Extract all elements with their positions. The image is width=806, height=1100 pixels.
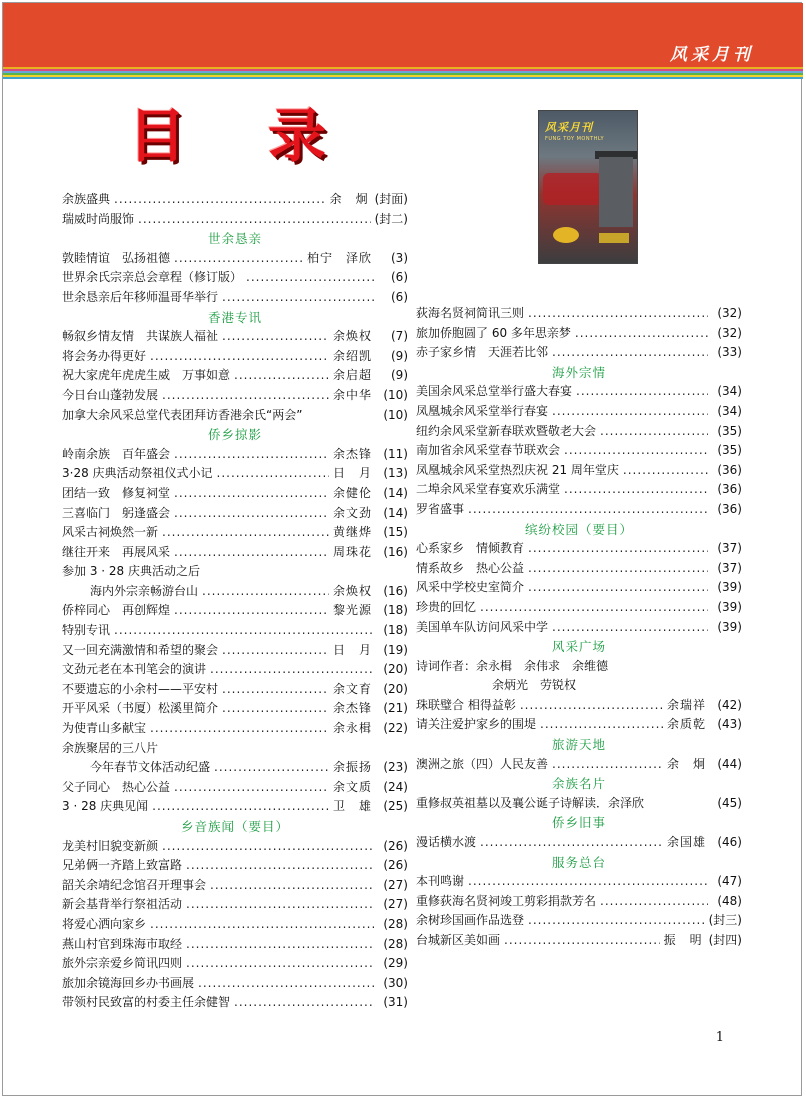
dot-leader [480, 833, 663, 853]
dot-leader [214, 758, 329, 778]
toc-entry[interactable] [62, 484, 408, 504]
entry-title: 请关注爱护家乡的围堤 [416, 717, 537, 732]
magazine-name: 风采月刊 [670, 45, 754, 65]
toc-entry[interactable] [416, 696, 742, 716]
entry-page: (18) [383, 623, 408, 638]
entry-author: 余启超 [332, 368, 372, 383]
toc-entry[interactable] [62, 445, 408, 465]
entry-author: 日 月 [332, 642, 372, 657]
entry-author: 黎光源 [332, 603, 372, 618]
page-number: 1 [715, 1030, 724, 1045]
toc-entry[interactable] [416, 304, 742, 324]
entry-title: 三喜临门 躬逢盛会 [62, 505, 171, 520]
dot-leader [222, 288, 374, 308]
toc-entry[interactable] [416, 794, 742, 814]
dot-leader [114, 190, 326, 210]
dot-leader [186, 856, 374, 876]
toc-entry[interactable] [62, 288, 408, 308]
toc-entry[interactable] [416, 441, 742, 461]
section-heading: 风采广场 [551, 639, 606, 655]
dot-leader [528, 911, 705, 931]
entry-page: (30) [383, 975, 408, 990]
entry-page: (28) [383, 936, 408, 951]
dot-leader [150, 915, 374, 935]
entry-page: (封面) [374, 192, 408, 206]
entry-title: 3·28 庆典活动祭祖仪式小记 [62, 466, 213, 481]
cover-tag [599, 233, 629, 243]
entry-author: 振 明 [663, 933, 703, 947]
entry-page: (34) [717, 384, 742, 399]
entry-title: 燕山村官到珠海市取经 [62, 936, 183, 951]
entry-page: (25) [383, 799, 408, 814]
entry-title: 珠联璧合 相得益彰 [416, 697, 516, 712]
entry-title: 美国余风采总堂举行盛大春宴 [416, 384, 573, 399]
toc-entry[interactable] [416, 715, 742, 735]
toc-entry[interactable] [62, 504, 408, 524]
dot-leader [600, 892, 708, 912]
entry-page: (45) [717, 795, 742, 810]
entry-page: (28) [383, 916, 408, 931]
entry-title: 3 · 28 庆典见闻 [62, 799, 149, 814]
entry-title: 余族盛典 [62, 192, 111, 206]
entry-title: 世余恳亲后年移师温哥华举行 [62, 289, 219, 304]
toc-entry[interactable] [62, 523, 408, 543]
entry-title: 南加省余风采堂春节联欢会 [416, 443, 561, 458]
entry-page: (15) [383, 525, 408, 540]
entry-title: 祝大家虎年虎虎生威 万事如意 [62, 368, 231, 383]
entry-title: 旅加侨胞圆了 60 多年思亲梦 [416, 325, 571, 340]
entry-page: (封三) [708, 913, 742, 928]
entry-title: 畅叙乡情友情 共谋族人福祉 [62, 329, 219, 344]
dot-leader [186, 895, 374, 915]
dot-leader [623, 461, 708, 481]
dot-leader [152, 797, 329, 817]
entry-page: (34) [717, 403, 742, 418]
toc-entry[interactable] [62, 366, 408, 386]
cover-building-image [599, 157, 633, 227]
toc-entry[interactable] [62, 582, 408, 602]
entry-title: 珍贵的回忆 [416, 599, 477, 614]
toc-entry[interactable] [416, 480, 742, 500]
dot-leader [174, 543, 329, 563]
section-heading: 旅游天地 [551, 737, 606, 753]
cover-issue-badge [553, 227, 579, 243]
dot-leader [480, 598, 708, 618]
section-heading: 世余恳亲 [207, 231, 262, 247]
toc-entry[interactable] [62, 543, 408, 563]
toc-entry[interactable] [62, 621, 408, 641]
dot-leader [162, 523, 329, 543]
dot-leader [162, 837, 374, 857]
dot-leader [246, 268, 374, 288]
entry-page: (21) [383, 701, 408, 716]
entry-page: (47) [717, 874, 742, 889]
section-heading: 侨乡掠影 [207, 427, 262, 443]
entry-page: (26) [383, 838, 408, 853]
entry-author: 余文质 [332, 779, 372, 794]
entry-page: (39) [717, 580, 742, 595]
entry-title: 澳洲之旅（四）人民友善 [416, 756, 549, 771]
entry-title: 参加 3 · 28 庆典活动之后 [62, 564, 200, 579]
toc-entry[interactable] [416, 500, 742, 520]
rainbow-stripes [3, 67, 803, 79]
cover-thumbnail [538, 110, 638, 264]
dot-leader [186, 954, 374, 974]
entry-title: 旅外宗亲爱乡简讯四则 [62, 956, 183, 971]
entry-page: (23) [383, 760, 408, 775]
toc-entry[interactable] [62, 895, 408, 915]
entry-page: (46) [717, 835, 742, 850]
dot-leader [234, 993, 374, 1013]
toc-entry[interactable] [62, 935, 408, 955]
toc-entry[interactable] [62, 210, 408, 230]
entry-title: 新会基背举行祭祖活动 [62, 897, 183, 912]
dot-leader [528, 578, 708, 598]
entry-page: (37) [717, 541, 742, 556]
toc-entry[interactable] [416, 539, 742, 559]
toc-entry[interactable] [416, 618, 742, 638]
toc-entry[interactable] [62, 464, 408, 484]
entry-title: 余族聚居的三八片 [62, 740, 159, 755]
section-heading: 服务总台 [551, 854, 606, 870]
toc-entry[interactable] [62, 778, 408, 798]
entry-title: 荻海名贤祠简讯三则 [416, 306, 525, 320]
dot-leader [210, 876, 374, 896]
dot-leader [174, 249, 303, 269]
toc-entry[interactable] [416, 461, 742, 481]
entry-author: 日 月 [332, 466, 372, 481]
dot-leader [600, 422, 708, 442]
entry-title: 敦睦情谊 弘扬祖德 [62, 250, 171, 265]
entry-title: 旅加余镜海回乡办书画展 [62, 975, 195, 990]
dot-leader [174, 601, 329, 621]
entry-page: (20) [383, 662, 408, 677]
dot-leader [564, 480, 708, 500]
entry-page: (3) [391, 250, 408, 265]
toc-entry[interactable] [62, 327, 408, 347]
entry-author: 余国雄 [666, 835, 706, 850]
entry-author: 余绍凯 [332, 348, 372, 363]
dot-leader [150, 347, 329, 367]
dot-leader [575, 324, 708, 344]
entry-page: (16) [383, 544, 408, 559]
cover-subtitle: FUNG TOY MONTHLY [545, 136, 605, 142]
dot-leader [576, 382, 708, 402]
entry-page: (44) [717, 756, 742, 771]
dot-leader [552, 618, 708, 638]
toc-entry[interactable] [62, 268, 408, 288]
dot-leader [150, 719, 329, 739]
entry-title: 将会务办得更好 [62, 348, 147, 363]
entry-page: (36) [717, 482, 742, 497]
entry-author: 柏宁 泽欣 [306, 250, 372, 265]
dot-leader [217, 464, 329, 484]
toc-entry[interactable] [62, 249, 408, 269]
entry-page: (10) [383, 387, 408, 402]
entry-page: (43) [717, 717, 742, 732]
entry-title: 瑞威时尚服饰 [62, 211, 135, 226]
entry-page: (22) [383, 721, 408, 736]
toc-entry[interactable] [416, 402, 742, 422]
entry-author: 余中华 [332, 387, 372, 402]
entry-page: (27) [383, 877, 408, 892]
dot-leader [202, 582, 329, 602]
toc-entry[interactable] [62, 719, 408, 739]
dot-leader [222, 327, 329, 347]
entry-page: (18) [383, 603, 408, 618]
section-heading: 乡音族闻（要目） [180, 819, 289, 834]
entry-title: 龙美村旧貌变新颜 [62, 838, 159, 853]
entry-title: 余树珍国画作品选登 [416, 913, 525, 928]
dot-leader [528, 304, 708, 324]
entry-page: (14) [383, 505, 408, 520]
entry-author: 余焕权 [332, 329, 372, 344]
entry-page: (35) [717, 443, 742, 458]
entry-title: 侨梓同心 再创辉煌 [62, 603, 171, 618]
entry-title: 纽约余风采堂新春联欢暨敬老大会 [416, 423, 597, 438]
toc-entry[interactable] [62, 856, 408, 876]
entry-title: 团结一致 修复祠堂 [62, 485, 171, 500]
toc-entry[interactable] [62, 386, 408, 406]
section-heading: 侨乡旧事 [551, 815, 606, 831]
entry-page: (31) [383, 995, 408, 1010]
dot-leader [222, 641, 329, 661]
toc-entry[interactable] [416, 892, 742, 912]
title-char-1: 目 [128, 102, 187, 170]
entry-title: 继往开来 再展风采 [62, 544, 171, 559]
cover-title: 风采月刊 [545, 121, 593, 134]
entry-author: 余 炯 [329, 192, 369, 206]
entry-page: (14) [383, 485, 408, 500]
entry-title: 世界余氏宗亲总会章程（修订版） [62, 270, 243, 285]
entry-page: (10) [383, 407, 408, 422]
dot-leader [174, 484, 329, 504]
entry-author: 余瑞祥 [666, 697, 706, 712]
entry-author: 余杰锋 [332, 701, 372, 716]
dot-leader [528, 539, 708, 559]
entry-author: 余永楫 [332, 721, 372, 736]
entry-author: 余 炯 [666, 756, 706, 771]
entry-title: 台城新区美如画 [416, 933, 501, 947]
entry-title: 岭南余族 百年盛会 [62, 446, 171, 461]
dot-leader [552, 402, 708, 422]
entry-page: (29) [383, 956, 408, 971]
entry-title: 开平风采（书厦）松溪里简介 [62, 701, 219, 716]
stripe [3, 77, 803, 79]
toc-entry[interactable] [62, 562, 408, 582]
entry-title: 重修荻海名贤祠竣工剪彩捐款芳名 [416, 893, 597, 908]
entry-page: (11) [383, 446, 408, 461]
toc-entry[interactable] [416, 422, 742, 442]
toc-entry[interactable] [62, 660, 408, 680]
entry-title: 不要遗忘的小余村——平安村 [62, 681, 219, 696]
entry-title: 情系故乡 热心公益 [416, 560, 525, 575]
dot-leader [552, 755, 663, 775]
dot-leader [468, 500, 708, 520]
toc-entry[interactable] [62, 993, 408, 1013]
dot-leader [186, 935, 374, 955]
dot-leader [540, 715, 663, 735]
toc-entry[interactable] [62, 954, 408, 974]
entry-title: 今年春节文体活动纪盛 [90, 760, 211, 775]
entry-page: (48) [717, 893, 742, 908]
entry-title: 风采古祠焕然一新 [62, 525, 159, 540]
entry-title: 凤凰城余风采堂举行春宴 [416, 403, 549, 418]
entry-title: 将爱心洒向家乡 [62, 916, 147, 931]
entry-page: (42) [717, 697, 742, 712]
section-heading: 香港专讯 [207, 309, 262, 325]
toc-entry[interactable] [416, 931, 742, 951]
entry-title: 漫话横水渡 [416, 835, 477, 850]
toc-entry[interactable] [62, 190, 408, 210]
entry-title: 又一回充满激情和希望的聚会 [62, 642, 219, 657]
entry-title: 风采中学校史室简介 [416, 580, 525, 595]
toc-entry[interactable] [62, 758, 408, 778]
entry-title: 兄弟俩一齐踏上致富路 [62, 858, 183, 873]
entry-title: 余炳光 劳锐权 [492, 678, 577, 693]
toc-entry[interactable] [62, 837, 408, 857]
toc-entry[interactable] [416, 598, 742, 618]
entry-author: 黄继烨 [332, 525, 372, 540]
entry-author: 余质乾 [666, 717, 706, 732]
entry-title: 父子同心 热心公益 [62, 779, 171, 794]
entry-author: 卫 雄 [332, 799, 372, 814]
toc-entry[interactable] [416, 559, 742, 579]
cover-crowd-image [543, 173, 603, 205]
toc-entry[interactable] [416, 657, 742, 677]
entry-page: (33) [717, 345, 742, 360]
toc-left-column [62, 190, 408, 1013]
entry-page: (封二) [374, 211, 408, 226]
entry-page: (26) [383, 858, 408, 873]
title-char-2: 录 [268, 102, 327, 170]
dot-leader [552, 343, 708, 363]
dot-leader [114, 621, 374, 641]
entry-title: 凤凰城余风采堂热烈庆祝 21 周年堂庆 [416, 462, 619, 477]
entry-title: 为使青山多献宝 [62, 721, 147, 736]
dot-leader [504, 931, 660, 951]
entry-author: 周珠花 [332, 544, 372, 559]
entry-title: 诗词作者：余永楫 余伟求 余维德 [416, 658, 609, 673]
toc-entry[interactable] [62, 406, 408, 426]
entry-page: (9) [391, 368, 408, 383]
toc-entry[interactable] [416, 578, 742, 598]
entry-page: (35) [717, 423, 742, 438]
entry-title: 特别专讯 [62, 623, 111, 638]
entry-title: 韶关余靖纪念馆召开理事会 [62, 877, 207, 892]
dot-leader [528, 559, 708, 579]
entry-author: 余焕权 [332, 583, 372, 598]
toc-entry[interactable] [416, 343, 742, 363]
entry-page: (6) [391, 289, 408, 304]
section-heading: 缤纷校园（要目） [524, 521, 633, 537]
entry-page: (39) [717, 599, 742, 614]
entry-page: (36) [717, 501, 742, 516]
entry-title: 重修叔英祖墓以及襄公诞子诗解读．余泽欣 [416, 795, 645, 810]
toc-entry[interactable] [416, 382, 742, 402]
toc-entry[interactable] [416, 911, 742, 931]
entry-title: 赤子家乡情 天涯若比邻 [416, 345, 549, 360]
toc-entry[interactable] [416, 833, 742, 853]
entry-title: 海内外宗亲畅游台山 [90, 583, 199, 598]
entry-page: (24) [383, 779, 408, 794]
section-heading: 余族名片 [551, 776, 606, 792]
entry-page: (13) [383, 466, 408, 481]
toc-entry[interactable] [416, 676, 742, 696]
dot-leader [174, 778, 329, 798]
toc-entry[interactable] [62, 699, 408, 719]
entry-page: (27) [383, 897, 408, 912]
entry-author: 余健伦 [332, 485, 372, 500]
toc-entry[interactable] [62, 797, 408, 817]
dot-leader [174, 504, 329, 524]
dot-leader [138, 210, 371, 230]
entry-page: (6) [391, 270, 408, 285]
entry-author: 余文劲 [332, 505, 372, 520]
page-title [128, 104, 358, 168]
dot-leader [520, 696, 663, 716]
dot-leader [234, 366, 329, 386]
toc-entry[interactable] [62, 347, 408, 367]
entry-title: 加拿大余风采总堂代表团拜访香港余氏“两会” [62, 407, 303, 422]
entry-page: (20) [383, 681, 408, 696]
dot-leader [198, 974, 374, 994]
toc-entry[interactable] [416, 324, 742, 344]
dot-leader [162, 386, 329, 406]
toc-entry[interactable] [62, 641, 408, 661]
toc-entry[interactable] [416, 755, 742, 775]
toc-right-column [416, 304, 742, 951]
entry-page: (39) [717, 619, 742, 634]
entry-title: 二埠余风采堂春宴欢乐满堂 [416, 482, 561, 497]
entry-title: 本刊鸣谢 [416, 874, 465, 889]
dot-leader [222, 699, 329, 719]
entry-page: (封四) [708, 933, 742, 947]
dot-leader [210, 660, 374, 680]
entry-author: 余文育 [332, 681, 372, 696]
dot-leader [564, 441, 708, 461]
entry-page: (16) [383, 583, 408, 598]
entry-title: 带领村民致富的村委主任余健智 [62, 995, 231, 1010]
section-heading: 海外宗情 [551, 364, 606, 380]
entry-title: 心系家乡 情倾教育 [416, 541, 525, 556]
entry-title: 美国单车队访问风采中学 [416, 619, 549, 634]
entry-author: 余振扬 [332, 760, 372, 775]
toc-entry[interactable] [416, 872, 742, 892]
entry-page: (9) [391, 348, 408, 363]
entry-page: (36) [717, 462, 742, 477]
toc-entry[interactable] [62, 739, 408, 759]
entry-page: (32) [717, 306, 742, 320]
entry-page: (37) [717, 560, 742, 575]
toc-entry[interactable] [62, 915, 408, 935]
entry-page: (19) [383, 642, 408, 657]
toc-entry[interactable] [62, 680, 408, 700]
toc-entry[interactable] [62, 601, 408, 621]
entry-author: 余杰锋 [332, 446, 372, 461]
toc-entry[interactable] [62, 876, 408, 896]
dot-leader [174, 445, 329, 465]
entry-page: (32) [717, 325, 742, 340]
toc-entry[interactable] [62, 974, 408, 994]
dot-leader [468, 872, 708, 892]
dot-leader [222, 680, 329, 700]
entry-title: 今日台山蓬勃发展 [62, 387, 159, 402]
entry-title: 文劲元老在本刊笔会的演讲 [62, 662, 207, 677]
entry-page: (7) [391, 329, 408, 344]
entry-title: 罗省盛事 [416, 501, 465, 516]
